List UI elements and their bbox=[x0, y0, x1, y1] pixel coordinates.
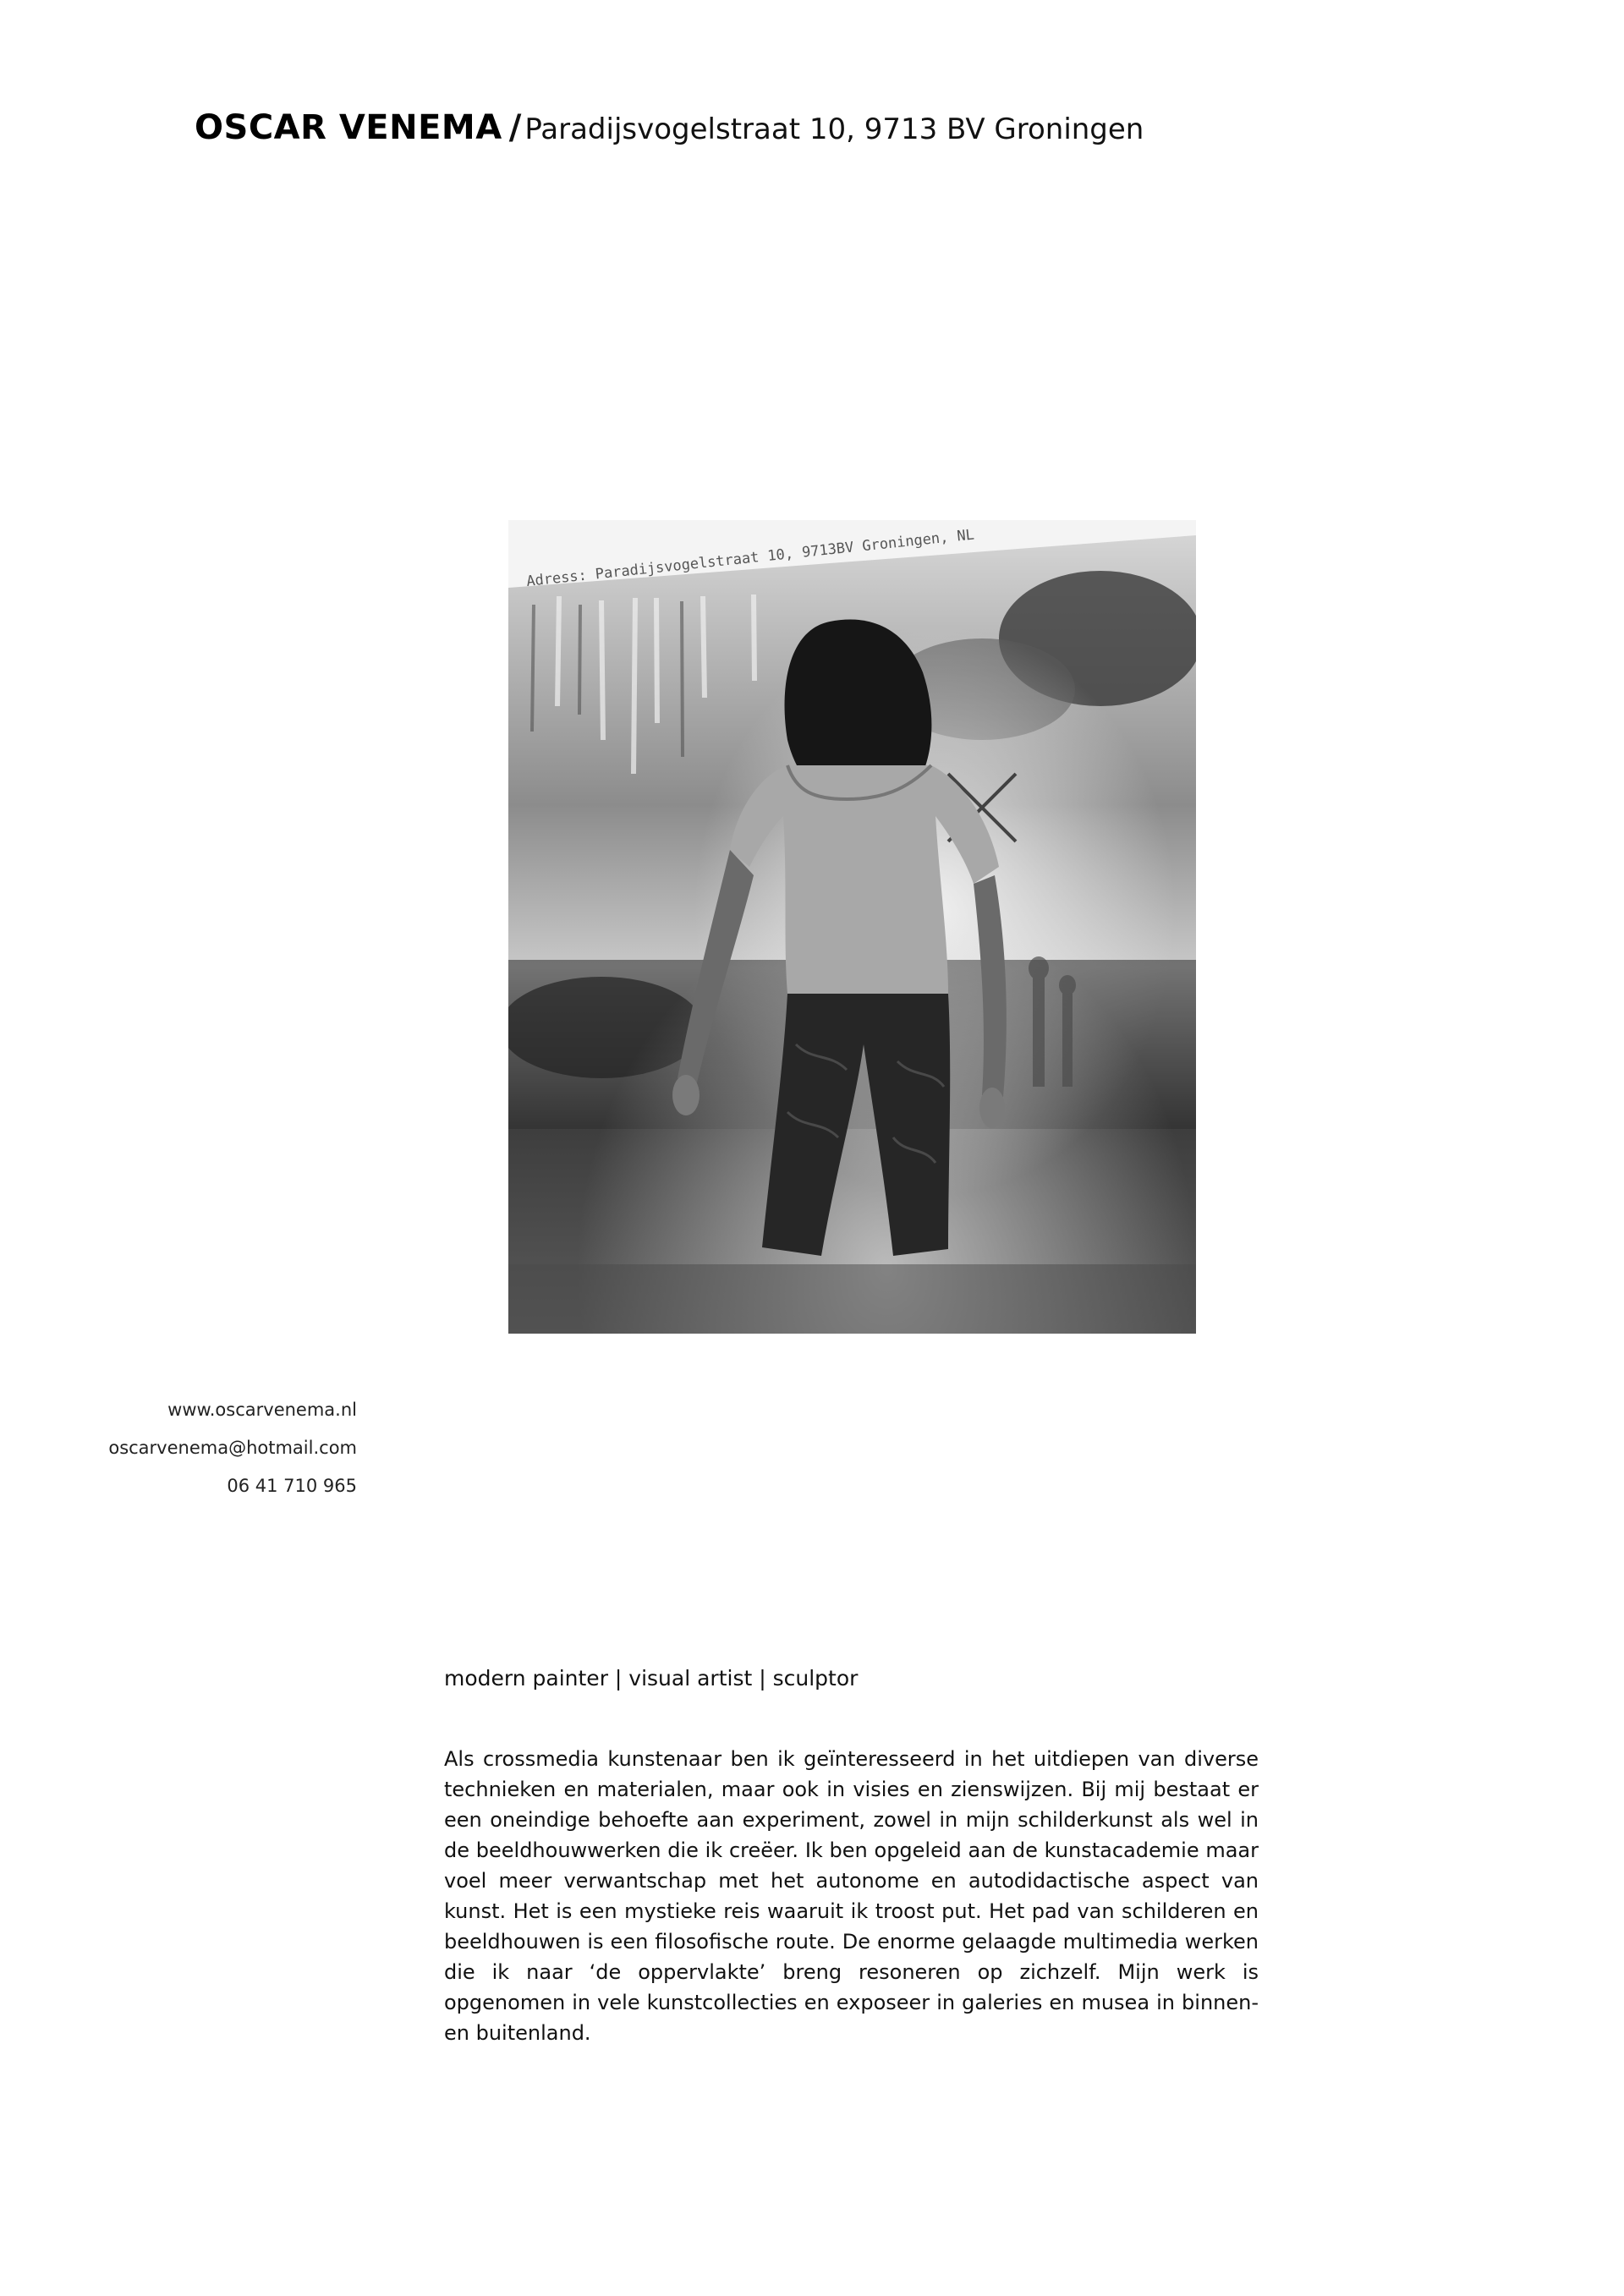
contact-block bbox=[108, 1397, 357, 1511]
header-separator: / bbox=[508, 108, 522, 147]
artist-name: OSCAR VENEMA bbox=[195, 108, 502, 147]
artist-address: Paradijsvogelstraat 10, 9713 BV Groningen bbox=[524, 112, 1144, 146]
tagline: modern painter | visual artist | sculptor bbox=[444, 1666, 859, 1690]
artist-photo bbox=[508, 520, 1196, 1334]
page-header bbox=[195, 108, 1144, 147]
website-link[interactable]: www.oscarvenema.nl bbox=[167, 1400, 357, 1420]
email-link[interactable]: oscarvenema@hotmail.com bbox=[108, 1438, 357, 1458]
photo-overlay-text: Adress: Paradijsvogelstraat 10, 9713BV Groningen, NL bbox=[525, 526, 975, 590]
artist-bio: Als crossmedia kunstenaar ben ik geïnteresseerd in het uitdiepen van diverse technieken en materialen, maar ook in visies en zienswijzen. Bij mij bestaat er een oneindige behoefte aan experiment, zowel in mijn schilderkunst als wel in de beeldhouwwerken die ik creëer. Ik ben opgeleid aan de kunstacademie maar voel meer verwantschap met het autonome en autodidactische aspect van kunst. Het is een mystieke reis waaruit ik troost put. Het pad van schilderen en beeldhouwen is een filosofische route. De enorme gelaagde multimedia werken die ik naar ‘de oppervlakte’ breng resoneren op zichzelf. Mijn werk is opgenomen in vele kunstcollecties en exposeer in galeries en musea in binnen- en buitenland. bbox=[444, 1747, 1259, 2045]
phone-number: 06 41 710 965 bbox=[227, 1476, 357, 1496]
